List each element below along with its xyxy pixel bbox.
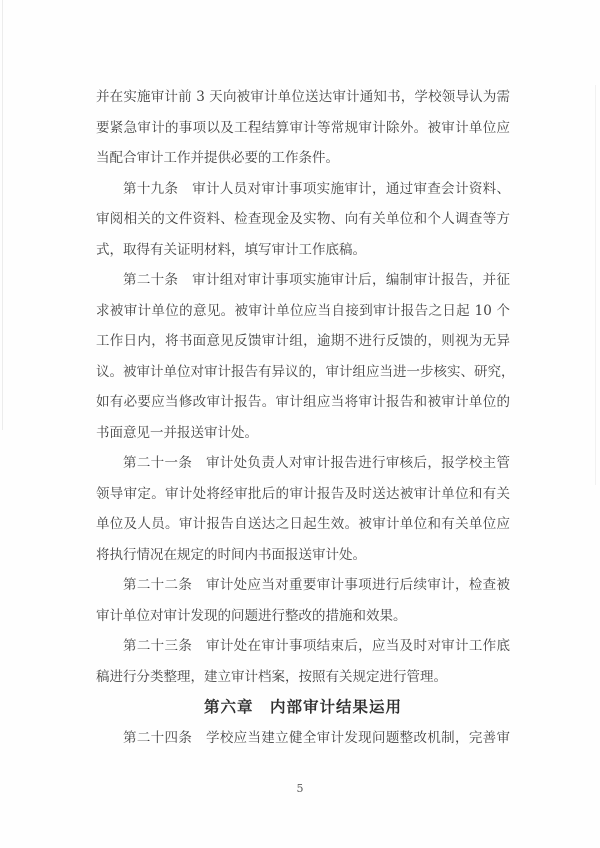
text-line: 领导审定。审计处将经审批后的审计报告及时送达被审计单位和有关 (96, 485, 510, 502)
text-line: 第二十二条 审计处应当对重要审计事项进行后续审计，检查被 (123, 577, 510, 593)
text-line: 第二十四条 学校应当建立健全审计发现问题整改机制，完善审 (123, 729, 510, 746)
text-line: 式，取得有关证明材料，填写审计工作底稿。 (96, 241, 366, 258)
chapter-6-heading: 第六章 内部审计结果运用 (203, 697, 402, 716)
article-24 (96, 723, 510, 754)
article-21 (96, 448, 510, 570)
text-line: 并在实施审计前 3 天向被审计单位送达审计通知书，学校领导认为需 (96, 89, 510, 105)
scan-edge-artifact-left (2, 0, 3, 430)
text-line: 审计单位对审计发现的问题进行整改的措施和效果。 (96, 607, 407, 624)
text-line: 求被审计单位的意见。被审计单位应当自接到审计报告之日起 10 个 (96, 302, 510, 319)
article-22 (96, 570, 510, 631)
para-continued-from-previous-page (96, 82, 510, 174)
article-20 (96, 265, 515, 448)
text-line: 要紧急审计的事项以及工程结算审计等常规审计除外。被审计单位应 (96, 119, 510, 136)
text-line: 将执行情况在规定的时间内书面报送审计处。 (96, 546, 366, 563)
text-line: 第十九条 审计人员对审计事项实施审计，通过审查会计资料、 (123, 180, 510, 197)
text-line: 稿进行分类整理，建立审计档案，按照有关规定进行管理。 (96, 668, 447, 685)
text-line: 当配合审计工作并提供必要的工作条件。 (96, 150, 339, 166)
text-line: 工作日内，将书面意见反馈审计组，逾期不进行反馈的，则视为无异 (96, 333, 510, 349)
page-number: 5 (296, 782, 304, 795)
document-body (96, 82, 515, 753)
text-line: 如有必要应当修改审计报告。审计组应当将审计报告和被审计单位的 (96, 394, 510, 410)
article-19 (96, 174, 510, 266)
text-line: 审阅相关的文件资料、检查现金及实物、向有关单位和个人调查等方 (96, 211, 510, 227)
text-line: 第二十一条 审计处负责人对审计报告进行审核后，报学校主管 (123, 455, 510, 471)
text-line: 第二十条 审计组对审计事项实施审计后，编制审计报告，并征 (123, 272, 510, 288)
scan-edge-artifact-right (595, 85, 596, 485)
text-line: 单位及人员。审计报告自送达之日起生效。被审计单位和有关单位应 (96, 516, 510, 532)
text-line: 第二十三条 审计处在审计事项结束后，应当及时对审计工作底 (123, 638, 510, 654)
text-line: 议。被审计单位对审计报告有异议的，审计组应当进一步核实、研究， (96, 363, 515, 380)
text-line: 书面意见一并报送审计处。 (96, 424, 258, 441)
article-23 (96, 631, 510, 692)
